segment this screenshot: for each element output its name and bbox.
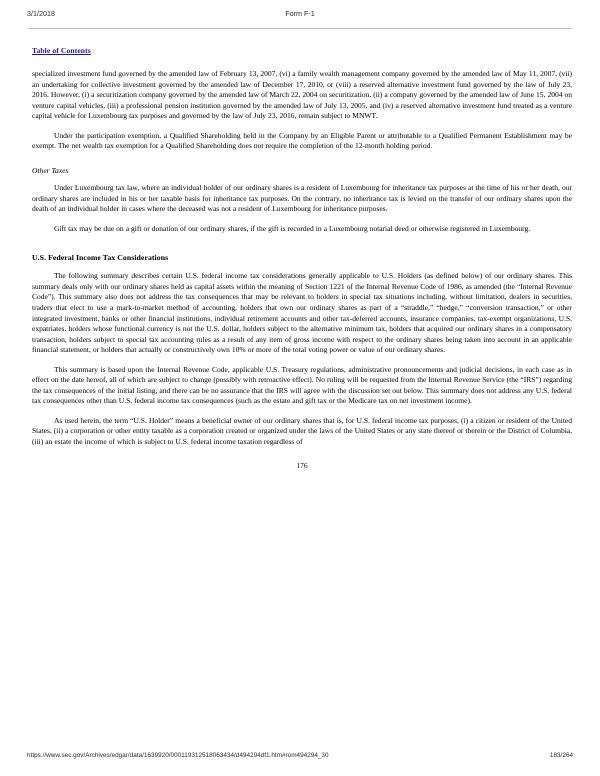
table-of-contents-link[interactable]: Table of Contents bbox=[32, 46, 91, 55]
page-number: 176 bbox=[296, 460, 308, 470]
paragraph-us-holder-definition: As used herein, the term “U.S. Holder” means a beneficial owner of our ordinary shares that is, for U.S. federal income tax purposes, (i) a citizen or resident of the United States, (ii) a corporation or other entity taxable as a corporation created or organized under the laws of the United States or any state thereof or therein or the District of Columbia, (iii) an estate the income of which is subject to U.S. federal income taxation regardless of bbox=[32, 415, 572, 446]
body-column bbox=[0, 69, 600, 470]
browser-print-footer bbox=[0, 752, 600, 764]
print-date: 3/1/2018 bbox=[27, 9, 55, 18]
browser-print-header bbox=[0, 9, 600, 23]
header-divider bbox=[28, 28, 572, 29]
paragraph-participation-exemption: Under the participation exemption, a Qualified Shareholding held in the Company by an Eligible Parent or attributable to a Qualified Permanent Establishment may be exempt. The net wealth tax exemption for a Qualified Shareholding does not require the completion of the 12-month holding period. bbox=[32, 130, 572, 151]
paragraph-summary-basis: This summary is based upon the Internal Revenue Code, applicable U.S. Treasury regulations, administrative pronouncements and judicial decisions, in each case as in effect on the date hereof, all of which are subject to change (possibly with retroactive effect). No ruling will be requested from the Internal Revenue Service (the “IRS”) regarding the tax consequences of the initial listing, and there can be no assurance that the IRS will agree with the discussion set out below. This summary does not address any U.S. federal tax consequences other than U.S. federal income tax consequences (such as the estate and gift tax or the Medicare tax on net investment income). bbox=[32, 364, 572, 406]
paragraph-summary-scope: The following summary describes certain U.S. federal income tax considerations generally applicable to U.S. Holders (as defined below) of our ordinary shares. This summary deals only with our ordinary shares held as capital assets within the meaning of Section 1221 of the Internal Revenue Code of 1986, as amended (the “Internal Revenue Code”). This summary also does not address the tax consequences that may be relevant to holders in special tax situations including, without limitation, dealers in securities, traders that elect to use a mark-to-market method of accounting, holders that own our ordinary shares as part of a “straddle,” “hedge,” “conversion transaction,” or other integrated investment, banks or other financial institutions, individual retirement accounts and other tax-deferred accounts, insurance companies, tax-exempt organizations, U.S. expatriates, holders whose functional currency is not the U.S. dollar, holders subject to the alternative minimum tax, holders that acquired our ordinary shares in a compensatory transaction, holders subject to special tax accounting rules as a result of any item of gross income with respect to the ordinary shares being taken into account in an applicable financial statement, or holders that actually or constructively own 10% or more of the total voting power or value of our ordinary shares. bbox=[32, 271, 572, 355]
print-source-url: https://www.sec.gov/Archives/edgar/data/1639920/000119312518063434/d494294df1.htm#rom494294_30 bbox=[27, 752, 329, 759]
heading-other-taxes: Other Taxes bbox=[32, 165, 69, 175]
paragraph-continued-mnwt: specialized investment fund governed by the amended law of February 13, 2007, (vi) a family wealth management company governed by the amended law of May 11, 2007, (vii) an undertaking for collective investment governed by the amended law of December 17, 2010, or (viii) a reserved alternative investment fund governed by the law of July 23, 2016. However, (i) a securitization company governed by the amended law of March 22, 2004 on securitization, (ii) a company governed by the amended law of June 15, 2004 on venture capital vehicles, (iii) a professional pension institution governed by the amended law of July 13, 2005, and (iv) a reserved alternative investment fund treated as a venture capital vehicle for Luxembourg tax purposes and governed by the law of July 23, 2016, remain subject to MNWT. bbox=[32, 69, 572, 121]
paragraph-inheritance-tax: Under Luxembourg tax law, where an individual holder of our ordinary shares is a resident of Luxembourg for inheritance tax purposes at the time of his or her death, our ordinary shares are included in his or her taxable basis for inheritance tax purposes. On the contrary, no inheritance tax is levied on the transfer of our ordinary shares upon the death of an individual holder in cases where the deceased was not a resident of Luxembourg for inheritance purposes. bbox=[32, 183, 572, 214]
table-of-contents-link-row bbox=[0, 40, 600, 58]
print-document-title: Form F-1 bbox=[285, 9, 315, 18]
section-spacer-2 bbox=[32, 244, 572, 253]
paragraph-gift-tax: Gift tax may be due on a gift or donation of our ordinary shares, if the gift is recorded in a Luxembourg notarial deed or otherwise registered in Luxembourg. bbox=[54, 223, 531, 233]
print-page-indicator: 183/264 bbox=[549, 752, 573, 759]
heading-us-federal-income-tax-considerations: U.S. Federal Income Tax Considerations bbox=[32, 252, 169, 262]
document-content bbox=[0, 40, 600, 470]
